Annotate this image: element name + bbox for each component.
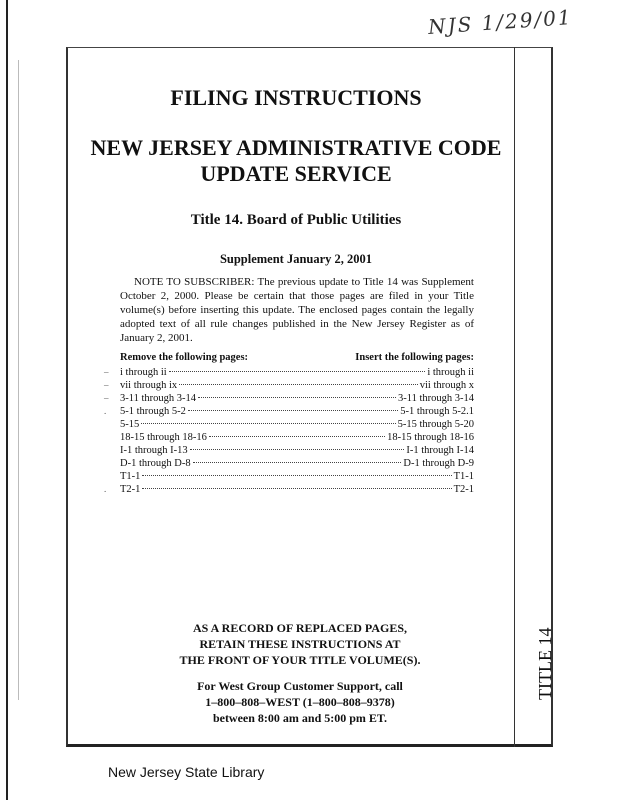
library-footer: New Jersey State Library bbox=[108, 764, 265, 780]
scan-edge-faint-line bbox=[18, 60, 19, 700]
title-volume: Title 14. Board of Public Utilities bbox=[190, 212, 402, 228]
handwritten-note: NJS 1/29/01 bbox=[427, 4, 574, 40]
customer-support bbox=[140, 678, 460, 726]
supplement-date: Supplement January 2, 2001 bbox=[219, 252, 373, 266]
code-heading-line1: NEW JERSEY ADMINISTRATIVE CODE bbox=[90, 135, 502, 160]
page-list bbox=[104, 366, 474, 496]
record-instructions bbox=[140, 620, 460, 668]
insert-pages-header: Insert the following pages: bbox=[355, 352, 474, 363]
scan-edge-line bbox=[6, 0, 8, 800]
list-item: . T2-1 T2-1 bbox=[104, 484, 474, 495]
page-title: FILING INSTRUCTIONS bbox=[170, 85, 422, 110]
list-item: – 3-11 through 3-14 3-11 through 3-14 bbox=[104, 393, 474, 404]
list-item: 18-15 through 18-16 18-15 through 18-16 bbox=[120, 432, 474, 443]
support-line: For West Group Customer Support, call bbox=[197, 679, 403, 693]
support-phone: 1–800–808–WEST (1–800–808–9378) bbox=[205, 695, 395, 709]
list-item: – vii through ix vii through x bbox=[104, 380, 474, 391]
code-heading bbox=[66, 135, 526, 187]
remove-pages-header: Remove the following pages: bbox=[120, 352, 249, 363]
list-item: 5-15 5-15 through 5-20 bbox=[120, 419, 474, 430]
list-item: T1-1 T1-1 bbox=[120, 471, 474, 482]
record-line: RETAIN THESE INSTRUCTIONS AT bbox=[199, 637, 401, 651]
code-heading-line2: UPDATE SERVICE bbox=[200, 161, 392, 186]
list-item: – i through ii i through ii bbox=[104, 367, 474, 378]
record-line: AS A RECORD OF REPLACED PAGES, bbox=[192, 621, 408, 635]
list-item: D-1 through D-8 D-1 through D-9 bbox=[120, 458, 474, 469]
record-line: THE FRONT OF YOUR TITLE VOLUME(S). bbox=[179, 653, 421, 667]
list-item: . 5-1 through 5-2 5-1 through 5-2.1 bbox=[104, 406, 474, 417]
support-hours: between 8:00 am and 5:00 pm ET. bbox=[212, 711, 388, 725]
list-item: I-1 through I-13 I-1 through I-14 bbox=[120, 445, 474, 456]
title-tab-label: TITLE 14 bbox=[535, 627, 555, 700]
subscriber-note: NOTE TO SUBSCRIBER: The previous update to Title 14 was Supplement October 2, 2000. Please be certain that those pages are filed in your Title volume(s) before inserting this update. The enclosed pages contain the legally adopted text of all rule changes published in the New Jersey Register as of January 2, 2001. bbox=[120, 276, 474, 344]
